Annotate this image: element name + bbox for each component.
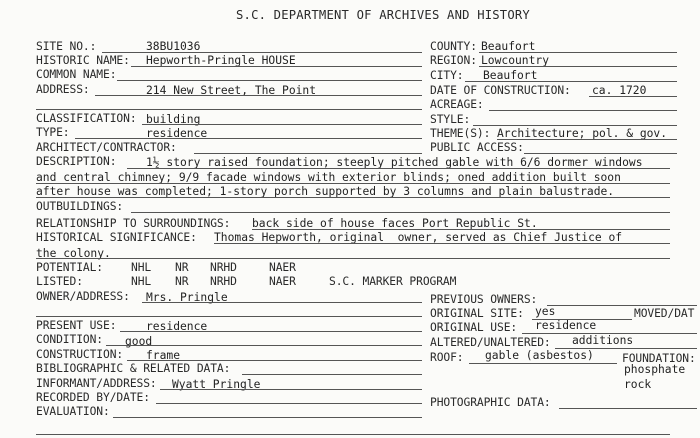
- description-line-1-rule: [127, 168, 670, 169]
- site-no-line: [102, 52, 422, 53]
- address-line: [95, 95, 422, 96]
- informant-label: INFORMANT/ADDRESS:: [36, 377, 157, 390]
- construction-label: CONSTRUCTION:: [36, 348, 124, 361]
- potential-naer: NAER: [269, 261, 296, 274]
- owner-line: [142, 302, 422, 303]
- foundation-label: FOUNDATION:: [622, 352, 696, 365]
- date-of-construction-label: DATE OF CONSTRUCTION:: [430, 84, 571, 97]
- photographic-label: PHOTOGRAPHIC DATA:: [430, 396, 551, 409]
- significance-line-1: Thomas Hepworth, original owner, served as Chief Justice of: [214, 231, 623, 244]
- outbuildings-line: [131, 212, 670, 213]
- address-line-2: [36, 109, 422, 110]
- roof-label: ROOF:: [430, 351, 464, 364]
- present-use-label: PRESENT USE:: [36, 319, 117, 332]
- county-label: COUNTY:: [430, 40, 477, 53]
- description-label: DESCRIPTION:: [36, 155, 117, 168]
- recorded-by-label: RECORDED BY/DATE:: [36, 391, 150, 404]
- classification-label: CLASSIFICATION:: [36, 112, 137, 125]
- condition-label: CONDITION:: [36, 333, 104, 346]
- county-value: Beaufort: [481, 40, 536, 53]
- altered-label: ALTERED/UNALTERED:: [430, 336, 551, 349]
- potential-nrhd: NRHD: [210, 261, 237, 274]
- common-name-label: COMMON NAME:: [36, 68, 117, 81]
- relationship-value: back side of house faces Port Republic St.: [252, 217, 538, 230]
- relationship-line: [252, 229, 670, 230]
- public-access-line: [524, 153, 677, 154]
- construction-line: [127, 360, 422, 361]
- bibliographic-line: [242, 374, 422, 375]
- original-use-line: [522, 333, 697, 334]
- altered-line: [555, 348, 697, 349]
- description-line-2: and central chimney; 9/9 facade windows with exterior blinds; oned addition built soon: [36, 171, 621, 184]
- region-line: [479, 66, 677, 67]
- description-line-2-rule: [36, 183, 670, 184]
- bottom-line: [36, 434, 670, 435]
- acreage-line: [489, 110, 677, 111]
- architect-label: ARCHITECT/CONTRACTOR:: [36, 141, 177, 154]
- site-no-label: SITE NO.:: [36, 40, 97, 53]
- public-access-label: PUBLIC ACCESS:: [430, 141, 524, 154]
- city-line: [465, 81, 677, 82]
- acreage-label: ACREAGE:: [430, 98, 484, 111]
- original-site-line: [532, 319, 632, 320]
- historic-name-line: [131, 66, 422, 67]
- city-value: Beaufort: [483, 69, 538, 82]
- previous-owners-line: [547, 305, 697, 306]
- owner-value: Mrs. Pringle: [146, 291, 228, 304]
- altered-value: additions: [572, 334, 634, 347]
- listed-nr: NR: [175, 275, 189, 288]
- foundation-value-1: phosphate: [624, 363, 686, 376]
- significance-line: [214, 243, 670, 244]
- county-line: [479, 52, 677, 53]
- historic-name-label: HISTORIC NAME:: [36, 54, 130, 67]
- description-line-3-rule: [36, 197, 670, 198]
- architect-line: [194, 153, 422, 154]
- roof-line: [469, 363, 617, 364]
- original-site-label: ORIGINAL SITE:: [430, 307, 524, 320]
- listed-naer: NAER: [269, 275, 296, 288]
- potential-label: POTENTIAL:: [36, 261, 104, 274]
- owner-line-2: [36, 316, 422, 317]
- address-value: 214 New Street, The Point: [146, 84, 317, 97]
- recorded-by-line: [156, 403, 422, 404]
- style-line: [473, 125, 677, 126]
- potential-nr: NR: [175, 261, 189, 274]
- roof-value: gable (asbestos): [485, 349, 594, 362]
- moved-date-label: MOVED/DAT: [634, 307, 695, 320]
- address-label: ADDRESS:: [36, 83, 90, 96]
- marker-program-label: S.C. MARKER PROGRAM: [329, 275, 457, 288]
- classification-value: building: [146, 113, 201, 126]
- significance-label: HISTORICAL SIGNIFICANCE:: [36, 231, 197, 244]
- listed-nrhd: NRHD: [210, 275, 237, 288]
- themes-value: Architecture; pol. & gov.: [497, 127, 668, 140]
- form-header: S.C. DEPARTMENT OF ARCHIVES AND HISTORY: [236, 8, 530, 22]
- original-use-label: ORIGINAL USE:: [430, 321, 518, 334]
- significance-line-2: the colony.: [36, 247, 111, 260]
- themes-label: THEME(S):: [430, 127, 491, 140]
- historic-name-value: Hepworth-Pringle HOUSE: [146, 54, 296, 67]
- date-of-construction-value: ca. 1720: [592, 84, 647, 97]
- evaluation-label: EVALUATION:: [36, 405, 110, 418]
- outbuildings-label: OUTBUILDINGS:: [36, 200, 124, 213]
- type-label: TYPE:: [36, 126, 70, 139]
- common-name-line: [117, 80, 422, 81]
- date-of-construction-line: [589, 96, 677, 97]
- potential-nhl: NHL: [131, 261, 152, 274]
- listed-label: LISTED:: [36, 275, 83, 288]
- present-use-line: [120, 331, 422, 332]
- region-label: REGION:: [430, 54, 477, 67]
- informant-line: [160, 389, 422, 390]
- type-line: [75, 138, 422, 139]
- relationship-label: RELATIONSHIP TO SURROUNDINGS:: [36, 217, 231, 230]
- style-label: STYLE:: [430, 113, 471, 126]
- original-use-value: residence: [535, 319, 597, 332]
- listed-nhl: NHL: [131, 275, 152, 288]
- significance-line-2-rule: [36, 258, 670, 259]
- construction-value: frame: [146, 349, 181, 362]
- condition-line: [106, 345, 422, 346]
- informant-value: Wyatt Pringle: [172, 378, 261, 391]
- description-line-1: 1½ story raised foundation; steeply pitched gable with 6/6 dormer windows: [146, 156, 643, 169]
- owner-label: OWNER/ADDRESS:: [36, 290, 130, 303]
- site-no-value: 38BU1036: [146, 40, 201, 53]
- present-use-value: residence: [146, 320, 208, 333]
- description-line-3: after house was completed; 1-story porch supported by 3 columns and plain balustrade.: [36, 185, 615, 198]
- condition-value: good: [125, 335, 153, 348]
- themes-line: [497, 139, 677, 140]
- evaluation-line: [113, 417, 422, 418]
- city-label: CITY:: [430, 69, 464, 82]
- foundation-value-2: rock: [624, 378, 652, 391]
- original-site-value: yes: [535, 305, 556, 318]
- type-value: residence: [146, 127, 208, 140]
- classification-line: [142, 124, 422, 125]
- bibliographic-label: BIBLIOGRAPHIC & RELATED DATA:: [36, 362, 231, 375]
- region-value: Lowcountry: [481, 54, 550, 67]
- previous-owners-label: PREVIOUS OWNERS:: [430, 293, 538, 306]
- photographic-line: [559, 408, 697, 409]
